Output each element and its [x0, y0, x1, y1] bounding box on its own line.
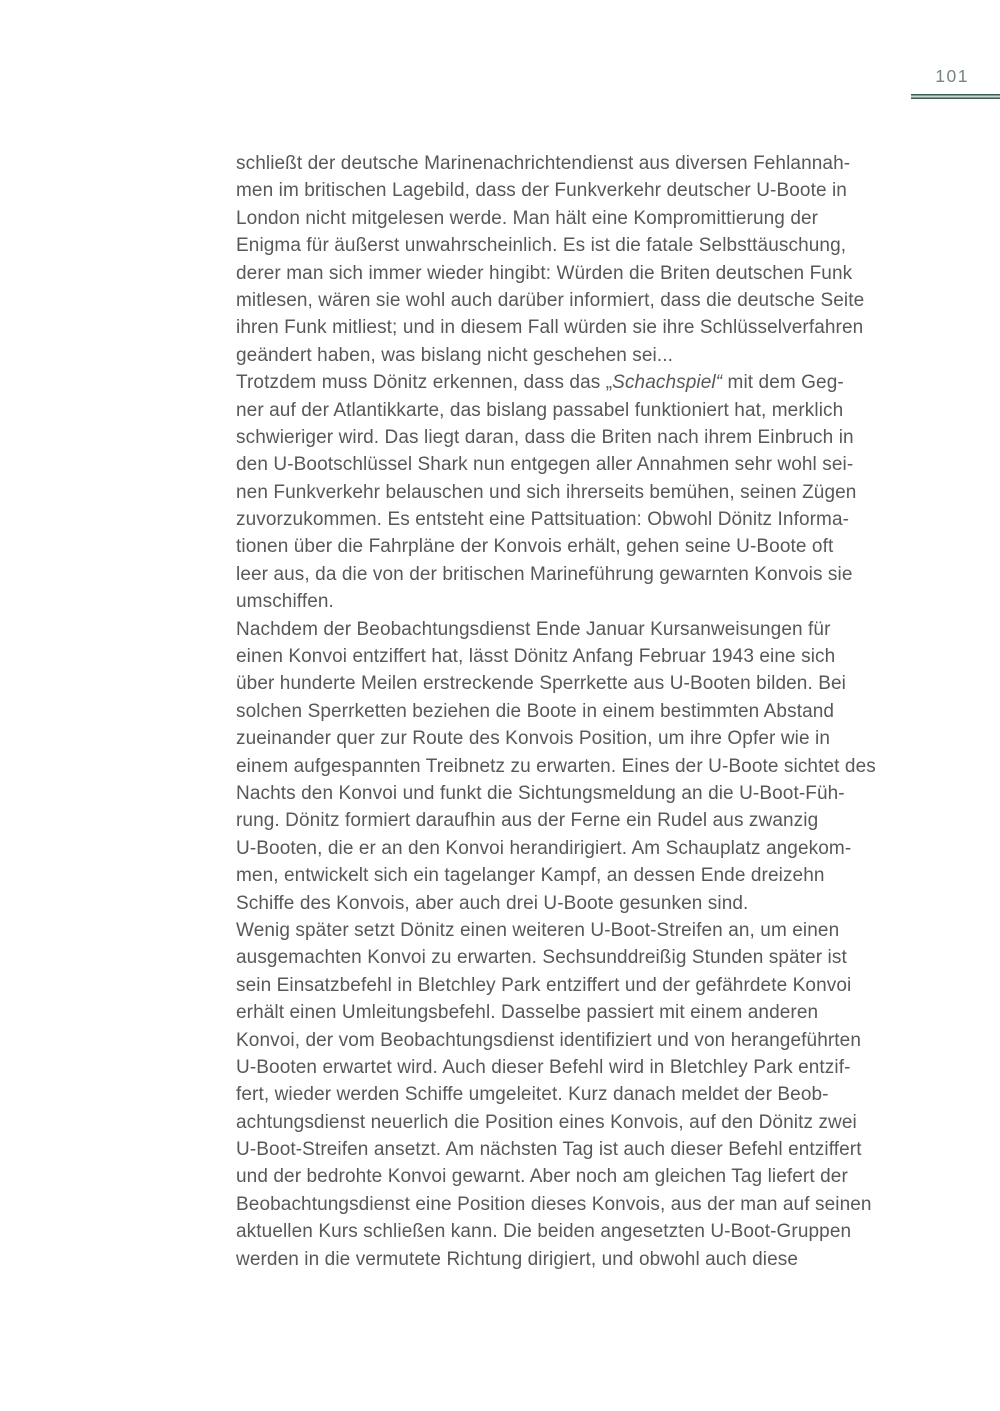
text-line: fert, wieder werden Schiffe umgeleitet. Kurz danach meldet der Beob-	[236, 1084, 829, 1106]
text-line: zuvorzukommen. Es entsteht eine Pattsituation: Obwohl Dönitz Informa-	[236, 509, 850, 531]
text-line: derer man sich immer wieder hingibt: Würden die Briten deutschen Funk	[236, 262, 853, 284]
text-line: tionen über die Fahrpläne der Konvois erhält, gehen seine U-Boote oft	[236, 536, 834, 558]
text-line: men im britischen Lagebild, dass der Funkverkehr deutscher U-Boote in	[236, 180, 847, 202]
text-line: London nicht mitgelesen werde. Man hält eine Kompromittierung der	[236, 207, 819, 229]
body-text	[236, 150, 956, 1273]
text-line: ausgemachten Konvoi zu erwarten. Sechsunddreißig Stunden später ist	[236, 947, 847, 969]
text-line: rung. Dönitz formiert daraufhin aus der Ferne ein Rudel aus zwanzig	[236, 810, 819, 832]
text-line: ihren Funk mitliest; und in diesem Fall würden sie ihre Schlüsselverfahren	[236, 317, 864, 339]
text-line: schließt der deutsche Marinenachrichtendienst aus diversen Fehlannah-	[236, 153, 851, 174]
text-line: aktuellen Kurs schließen kann. Die beiden angesetzten U-Boot-Gruppen	[236, 1221, 852, 1243]
text-line: nen Funkverkehr belauschen und sich ihrerseits bemühen, seinen Zügen	[236, 481, 857, 503]
text-line: umschiffen.	[236, 591, 334, 613]
text-line: leer aus, da die von der britischen Marineführung gewarnten Konvois sie	[236, 563, 853, 585]
text-line: zueinander quer zur Route des Konvois Position, um ihre Opfer wie in	[236, 728, 830, 750]
text-line: Beobachtungsdienst eine Position dieses Konvois, aus der man auf seinen	[236, 1193, 872, 1215]
text-line: einen Konvoi entziffert hat, lässt Dönitz Anfang Februar 1943 eine sich	[236, 646, 836, 668]
text-line: Nachts den Konvoi und funkt die Sichtungsmeldung an die U-Boot-Füh-	[236, 782, 845, 804]
text-line: Trotzdem muss Dönitz erkennen, dass das „Schachspiel“ mit dem Geg-	[236, 372, 844, 394]
text-line: Nachdem der Beobachtungsdienst Ende Januar Kursanweisungen für	[236, 618, 831, 640]
text-line: U-Booten erwartet wird. Auch dieser Befehl wird in Bletchley Park entzif-	[236, 1056, 851, 1078]
header-rule	[911, 94, 1000, 99]
text-line: über hunderte Meilen erstreckende Sperrkette aus U-Booten bilden. Bei	[236, 673, 846, 695]
text-line: U-Boot-Streifen ansetzt. Am nächsten Tag ist auch dieser Befehl entziffert	[236, 1139, 862, 1161]
text-line: geändert haben, was bislang nicht geschehen sei...	[236, 344, 674, 366]
text-line: solchen Sperrketten beziehen die Boote in einem bestimmten Abstand	[236, 700, 835, 722]
text-line: werden in die vermutete Richtung dirigiert, und obwohl auch diese	[236, 1248, 799, 1270]
text-line: sein Einsatzbefehl in Bletchley Park entziffert und der gefährdete Konvoi	[236, 974, 852, 996]
text-line: mitlesen, wären sie wohl auch darüber informiert, dass die deutsche Seite	[236, 289, 865, 311]
text-line: schwieriger wird. Das liegt daran, dass die Briten nach ihrem Einbruch in	[236, 426, 854, 448]
text-line: erhält einen Umleitungsbefehl. Dasselbe passiert mit einem anderen	[236, 1002, 819, 1024]
text-line: und der bedrohte Konvoi gewarnt. Aber noch am gleichen Tag liefert der	[236, 1166, 848, 1188]
text-line: ner auf der Atlantikkarte, das bislang passabel funktioniert hat, merklich	[236, 399, 844, 421]
text-line: den U-Bootschlüssel Shark nun entgegen aller Annahmen sehr wohl sei-	[236, 454, 854, 476]
text-line: Schiffe des Konvois, aber auch drei U-Boote gesunken sind.	[236, 892, 749, 914]
text-line: men, entwickelt sich ein tagelanger Kampf, an dessen Ende dreizehn	[236, 865, 825, 887]
text-line: Konvoi, der vom Beobachtungsdienst identifiziert und von herangeführten	[236, 1029, 861, 1051]
text-line: einem aufgespannten Treibnetz zu erwarten. Eines der U-Boote sichtet des	[236, 755, 876, 777]
text-line: Enigma für äußerst unwahrscheinlich. Es ist die fatale Selbsttäuschung,	[236, 235, 847, 257]
text-line: U-Booten, die er an den Konvoi herandirigiert. Am Schauplatz angekom-	[236, 837, 852, 859]
page-number: 101	[935, 66, 969, 86]
text-line: achtungsdienst neuerlich die Position eines Konvois, auf den Dönitz zwei	[236, 1111, 857, 1133]
text-line: Wenig später setzt Dönitz einen weiteren U-Boot-Streifen an, um einen	[236, 919, 840, 941]
